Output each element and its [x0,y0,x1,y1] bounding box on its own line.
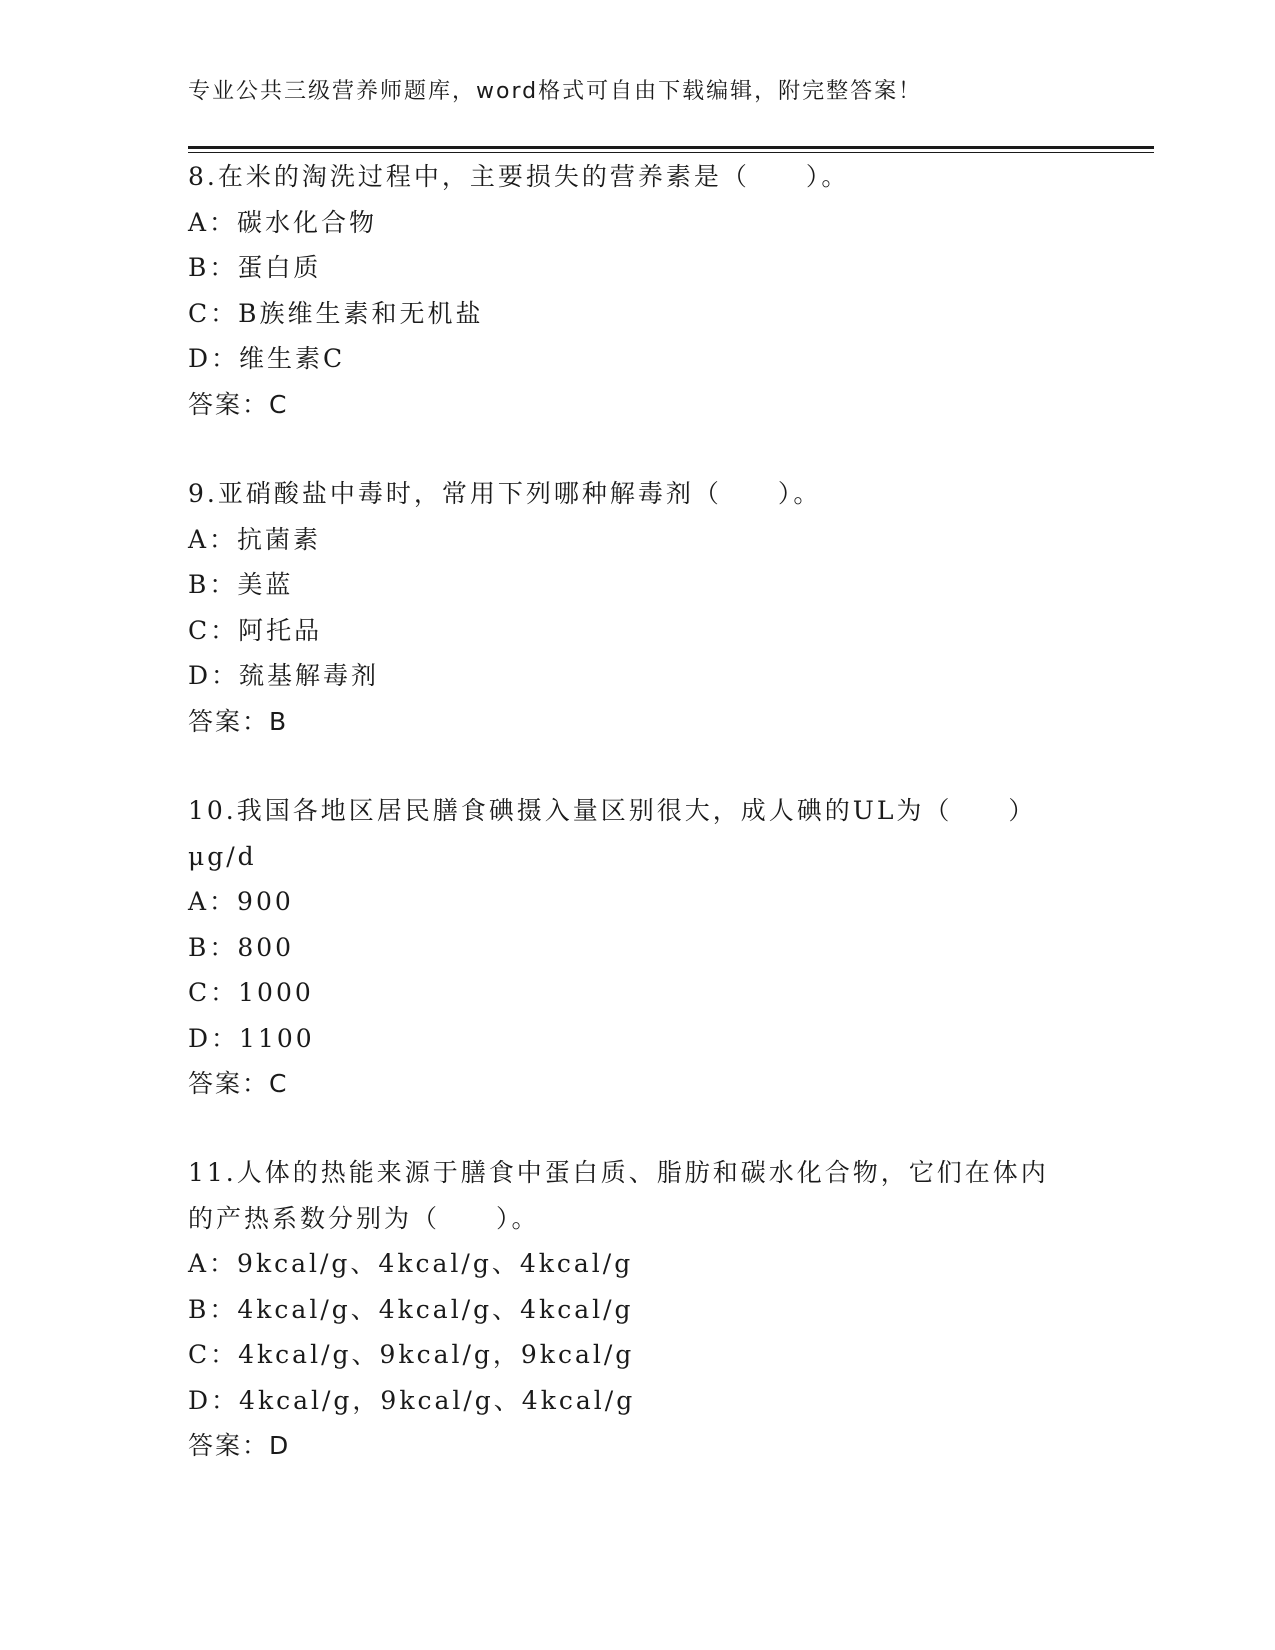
answer: 答案：D [188,1431,291,1460]
question-text: 8.在米的淘洗过程中，主要损失的营养素是（ ）。 [188,162,850,191]
option-d: D：1100 [188,1023,315,1053]
option-c: C：阿托品 [188,615,323,645]
option-d: D：巯基解毒剂 [188,661,380,690]
option-b: B：蛋白质 [188,253,322,282]
option-d: D：4kcal/g，9kcal/g、4kcal/g [188,1385,636,1415]
header-divider-thin [188,152,1154,153]
option-a: A：9kcal/g、4kcal/g、4kcal/g [188,1249,634,1278]
answer: 答案：C [188,1069,289,1098]
option-c: C：4kcal/g、9kcal/g，9kcal/g [188,1340,635,1369]
question-9 [188,471,1088,744]
question-text: 10.我国各地区居民膳食碘摄入量区别很大，成人碘的UL为（ ） [188,796,1037,825]
option-a: A：碳水化合物 [188,207,378,237]
option-c: C：1000 [188,978,314,1007]
answer: 答案：B [188,706,289,736]
question-8 [188,154,1088,427]
question-text: 11.人体的热能来源于膳食中蛋白质、脂肪和碳水化合物，它们在体内 [188,1158,1049,1187]
question-10 [188,788,1088,1107]
page-header: 专业公共三级营养师题库，word格式可自由下载编辑，附完整答案！ [188,79,923,104]
option-c: C：B族维生素和无机盐 [188,298,484,328]
question-text: 9.亚硝酸盐中毒时，常用下列哪种解毒剂（ ）。 [188,479,822,508]
question-text-continued: μg/d [188,841,257,871]
option-a: A：抗菌素 [188,524,322,554]
option-a: A：900 [188,887,294,916]
question-text-continued: 的产热系数分别为（ ）。 [188,1203,540,1233]
header-divider [188,146,1154,149]
option-d: D：维生素C [188,344,346,373]
option-b: B：4kcal/g、4kcal/g、4kcal/g [188,1294,634,1324]
option-b: B：美蓝 [188,570,294,599]
option-b: B：800 [188,932,295,962]
answer: 答案：C [188,389,289,419]
question-11 [188,1150,1088,1469]
